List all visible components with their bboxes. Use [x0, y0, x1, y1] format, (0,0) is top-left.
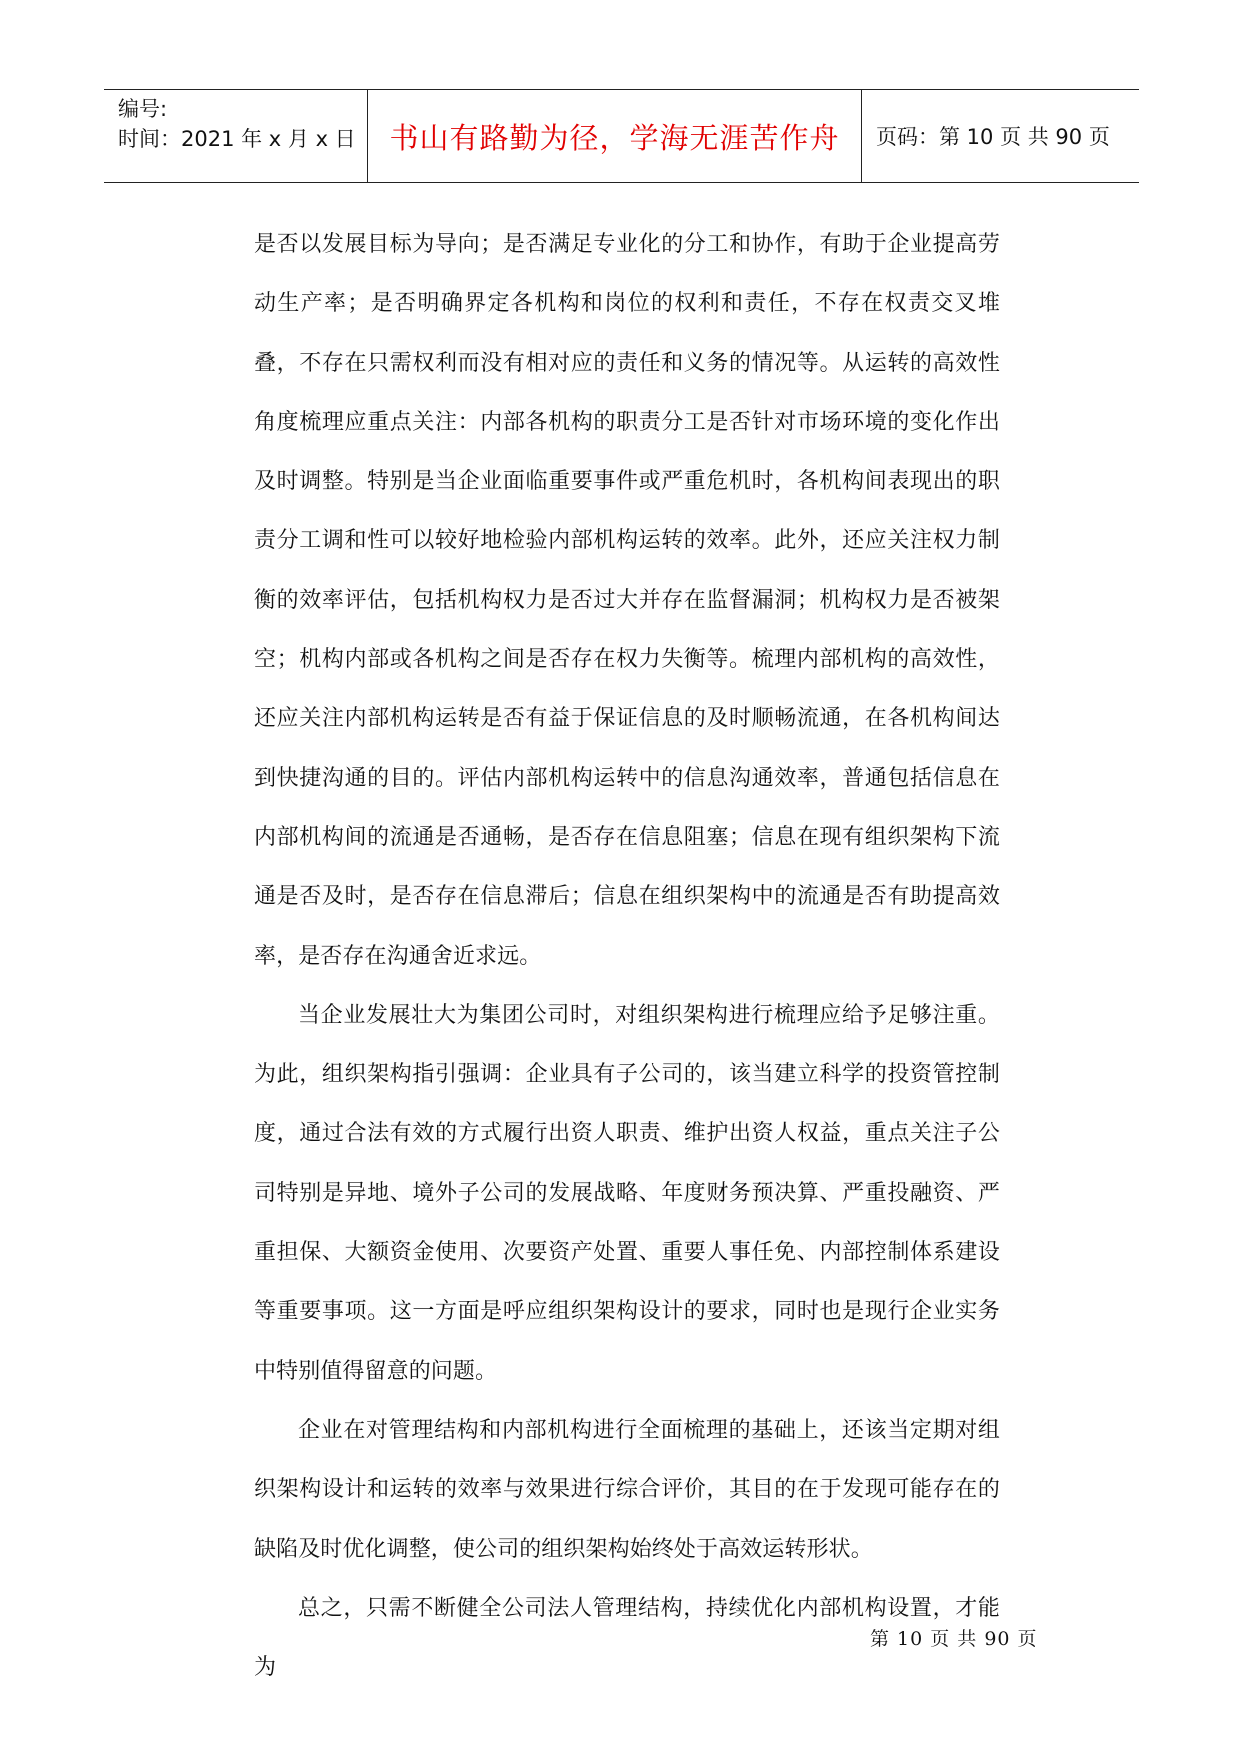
header-page-info: 页码：第 10 页 共 90 页 — [876, 125, 1110, 149]
paragraph-3: 企业在对管理结构和内部机构进行全面梳理的基础上，还该当定期对组织架构设计和运转的效率与效果进行综合评价，其目的在于发现可能存在的缺陷及时优化调整，使公司的组织架构始终处于高效运转形状。 — [254, 1417, 1000, 1562]
page-footer: 第 10 页 共 90 页 — [870, 1628, 1038, 1650]
header-motto: 书山有路勤为径，学海无涯苦作舟 — [368, 90, 862, 182]
document-body — [254, 215, 1000, 1697]
paragraph-2: 当企业发展壮大为集团公司时，对组织架构进行梳理应给予足够注重。为此，组织架构指引强调：企业具有子公司的，该当建立科学的投资管控制度，通过合法有效的方式履行出资人职责、维护出资人权益，重点关注子公司特别是异地、境外子公司的发展战略、年度财务预决算、严重投融资、严重担保、大额资金使用、次要资产处置、重要人事任免、内部控制体系建设等重要事项。这一方面是呼应组织架构设计的要求，同时也是现行企业实务中特别值得留意的问题。 — [254, 1002, 1000, 1384]
paragraph-1: 是否以发展目标为导向；是否满足专业化的分工和协作，有助于企业提高劳动生产率；是否明确界定各机构和岗位的权利和责任，不存在权责交叉堆叠，不存在只需权利而没有相对应的责任和义务的情况等。从运转的高效性角度梳理应重点关注：内部各机构的职责分工是否针对市场环境的变化作出及时调整。特别是当企业面临重要事件或严重危机时，各机构间表现出的职责分工调和性可以较好地检验内部机构运转的效率。此外，还应关注权力制衡的效率评估，包括机构权力是否过大并存在监督漏洞；机构权力是否被架空；机构内部或各机构之间是否存在权力失衡等。梳理内部机构的高效性，还应关注内部机构运转是否有益于保证信息的及时顺畅流通，在各机构间达到快捷沟通的目的。评估内部机构运转中的信息沟通效率，普通包括信息在内部机构间的流通是否通畅，是否存在信息阻塞；信息在现有组织架构下流通是否及时，是否存在信息滞后；信息在组织架构中的流通是否有助提高效率，是否存在沟通舍近求远。 — [254, 232, 1000, 969]
paragraph-4: 总之，只需不断健全公司法人管理结构，持续优化内部机构设置，才能为 — [254, 1595, 1000, 1681]
date-label: 时间：2021 年 x 月 x 日 — [118, 127, 356, 151]
number-label: 编号: — [118, 97, 168, 121]
document-header — [104, 89, 1139, 183]
header-meta — [104, 90, 368, 182]
